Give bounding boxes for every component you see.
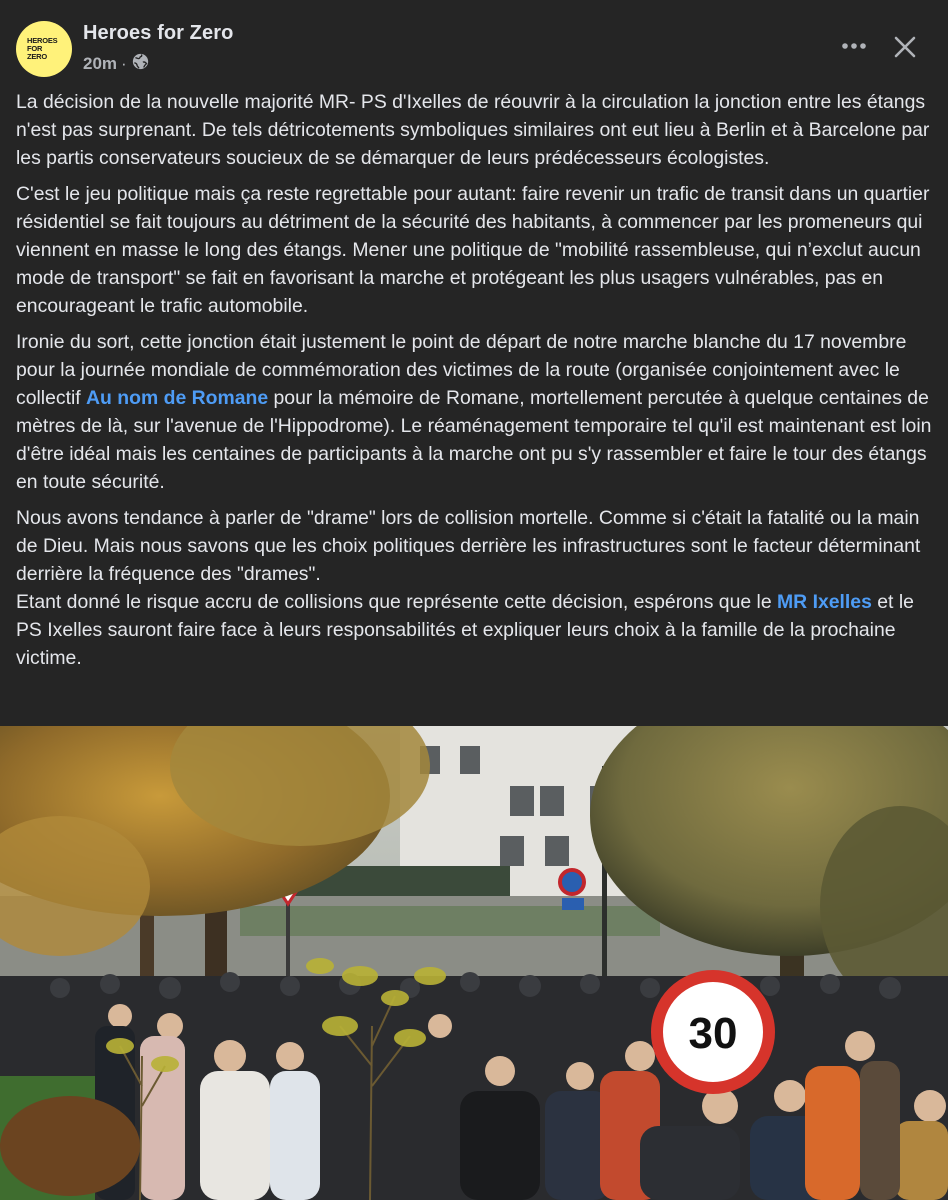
post-text — [16, 88, 934, 680]
paragraph-3-text-end: pour la mémoire de Romane, mortellement percutée à quelque centaines de mètres de là, sur l'avenue de l'Hippodrome). Le réaménagement temporaire tel qu'il est maintenant est loin d'être idéal mais les centaines de participants à la marche ont pu s'y rassembler et faire le tour des étangs en toute sécurité. — [16, 387, 932, 493]
paragraph-4-text-start: Etant donné le risque accru de collisions que représente cette décision, espérons que le — [16, 591, 778, 613]
post-meta — [83, 53, 149, 75]
post-header — [0, 0, 948, 90]
meta-separator: · — [121, 54, 127, 73]
avatar-text-line-1: HEROES — [27, 36, 58, 45]
post-paragraph-3 — [16, 328, 934, 496]
speed-limit-sign — [657, 976, 769, 1088]
paragraph-3-text-start: Ironie du sort, cette jonction était justement le point de départ de notre marche blanche du 17 novembre pour la journée mondiale de commémoration des victimes de la route (organisée conjointement avec le collectif — [16, 331, 907, 409]
page-name[interactable]: Heroes for Zero — [83, 22, 234, 44]
globe-icon — [132, 53, 149, 75]
post-paragraph-1: La décision de la nouvelle majorité MR- PS d'Ixelles de réouvrir à la circulation la jonction entre les étangs n'est pas surprenant. De tels détricotements symboliques similaires ont eut lieu à Berlin et à Barcelone par les partis conservateurs soucieux de se démarquer de leurs prédécesseurs écologistes. — [16, 91, 930, 169]
au-nom-de-romane-link[interactable]: Au nom de Romane — [86, 387, 269, 409]
post-paragraph-4 — [16, 504, 934, 672]
paragraph-4-text-end: et le PS Ixelles sauront faire face à leurs responsabilités et expliquer leurs choix à la famille de la prochaine victime. — [16, 591, 914, 669]
mr-ixelles-link[interactable]: MR Ixelles — [777, 591, 872, 613]
post-photo[interactable] — [0, 726, 948, 1200]
paragraph-4-line-1: Nous avons tendance à parler de "drame" lors de collision mortelle. Comme si c'était la fatalité ou la main de Dieu. Mais nous savons que les choix politiques derrière les infrastructures sont le facteur déterminant derrière la fréquence des "drames". — [16, 507, 921, 585]
post-paragraph-2: C'est le jeu politique mais ça reste regrettable pour autant: faire revenir un trafic de transit dans un quartier résidentiel se fait toujours au détriment de la sécurité des habitants, à commencer par les promeneurs qui viennent en masse le long des étangs. Mener une politique de "mobilité rassembleuse, qui n’exclut aucun mode de transport" se fait en favorisant la marche et protégeant les plus usagers vulnérables, pas en encourageant le trafic automobile. — [16, 183, 930, 317]
avatar-text-line-2: FOR ZERO — [27, 44, 48, 61]
close-icon — [893, 35, 917, 59]
avatar[interactable] — [16, 21, 72, 77]
more-horizontal-icon — [841, 42, 867, 50]
close-button[interactable] — [888, 30, 922, 64]
speed-limit-text: 30 — [688, 1009, 738, 1058]
post-time[interactable]: 20m — [83, 54, 118, 73]
more-options-button[interactable] — [838, 30, 870, 62]
